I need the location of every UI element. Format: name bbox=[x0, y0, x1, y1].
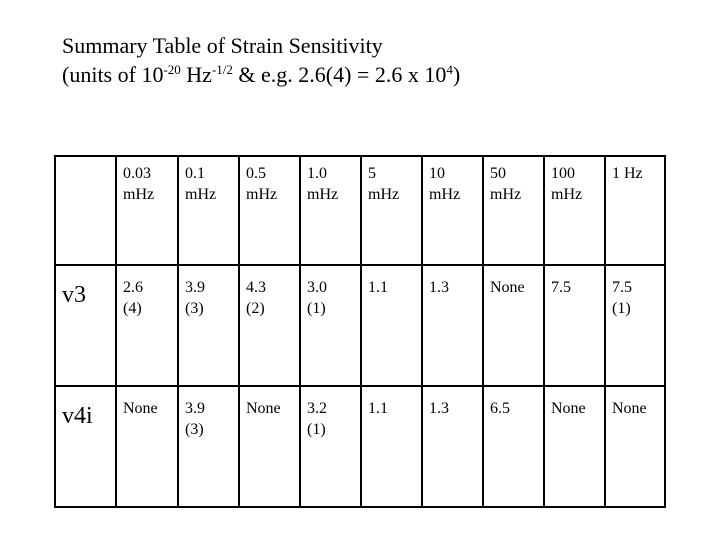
column-header: 0.5 mHz bbox=[239, 156, 300, 265]
table-cell: 7.5 (1) bbox=[605, 265, 665, 386]
title-exponent-1: -20 bbox=[163, 62, 181, 77]
corner-cell bbox=[55, 156, 116, 265]
table-cell: 4.3 (2) bbox=[239, 265, 300, 386]
table-cell: None bbox=[483, 265, 544, 386]
title-close-paren: ) bbox=[452, 62, 461, 87]
column-header: 1.0 mHz bbox=[300, 156, 361, 265]
table-cell: 3.0 (1) bbox=[300, 265, 361, 386]
table-cell: 6.5 bbox=[483, 386, 544, 507]
table-cell: None bbox=[544, 386, 605, 507]
table-cell: None bbox=[239, 386, 300, 507]
column-header: 100 mHz bbox=[544, 156, 605, 265]
strain-sensitivity-table bbox=[54, 155, 666, 508]
table-cell: 1.1 bbox=[361, 265, 422, 386]
table-cell: 1.3 bbox=[422, 265, 483, 386]
table-cell: None bbox=[116, 386, 178, 507]
column-header: 1 Hz bbox=[605, 156, 665, 265]
table-cell: 1.3 bbox=[422, 386, 483, 507]
column-header: 0.03 mHz bbox=[116, 156, 178, 265]
table-row bbox=[55, 265, 665, 386]
table-cell: 7.5 bbox=[544, 265, 605, 386]
title-units-hz: Hz bbox=[180, 62, 212, 87]
column-header: 5 mHz bbox=[361, 156, 422, 265]
table-cell: 3.2 (1) bbox=[300, 386, 361, 507]
row-label: v4i bbox=[55, 386, 116, 507]
title-example: & e.g. 2.6(4) = 2.6 x 10 bbox=[232, 62, 447, 87]
column-header: 10 mHz bbox=[422, 156, 483, 265]
title-line-1: Summary Table of Strain Sensitivity bbox=[62, 33, 383, 58]
table-cell: 1.1 bbox=[361, 386, 422, 507]
column-header: 0.1 mHz bbox=[178, 156, 239, 265]
table-cell: 3.9 (3) bbox=[178, 265, 239, 386]
table-header-row bbox=[55, 156, 665, 265]
title-line-2 bbox=[62, 60, 460, 89]
row-label: v3 bbox=[55, 265, 116, 386]
slide-title bbox=[62, 31, 460, 89]
table-row bbox=[55, 386, 665, 507]
title-units-prefix: (units of 10 bbox=[62, 62, 164, 87]
table-cell: 3.9 (3) bbox=[178, 386, 239, 507]
table-cell: 2.6 (4) bbox=[116, 265, 178, 386]
title-exponent-3: 4 bbox=[446, 62, 453, 77]
table-cell: None bbox=[605, 386, 665, 507]
column-header: 50 mHz bbox=[483, 156, 544, 265]
title-exponent-2: -1/2 bbox=[211, 62, 233, 77]
